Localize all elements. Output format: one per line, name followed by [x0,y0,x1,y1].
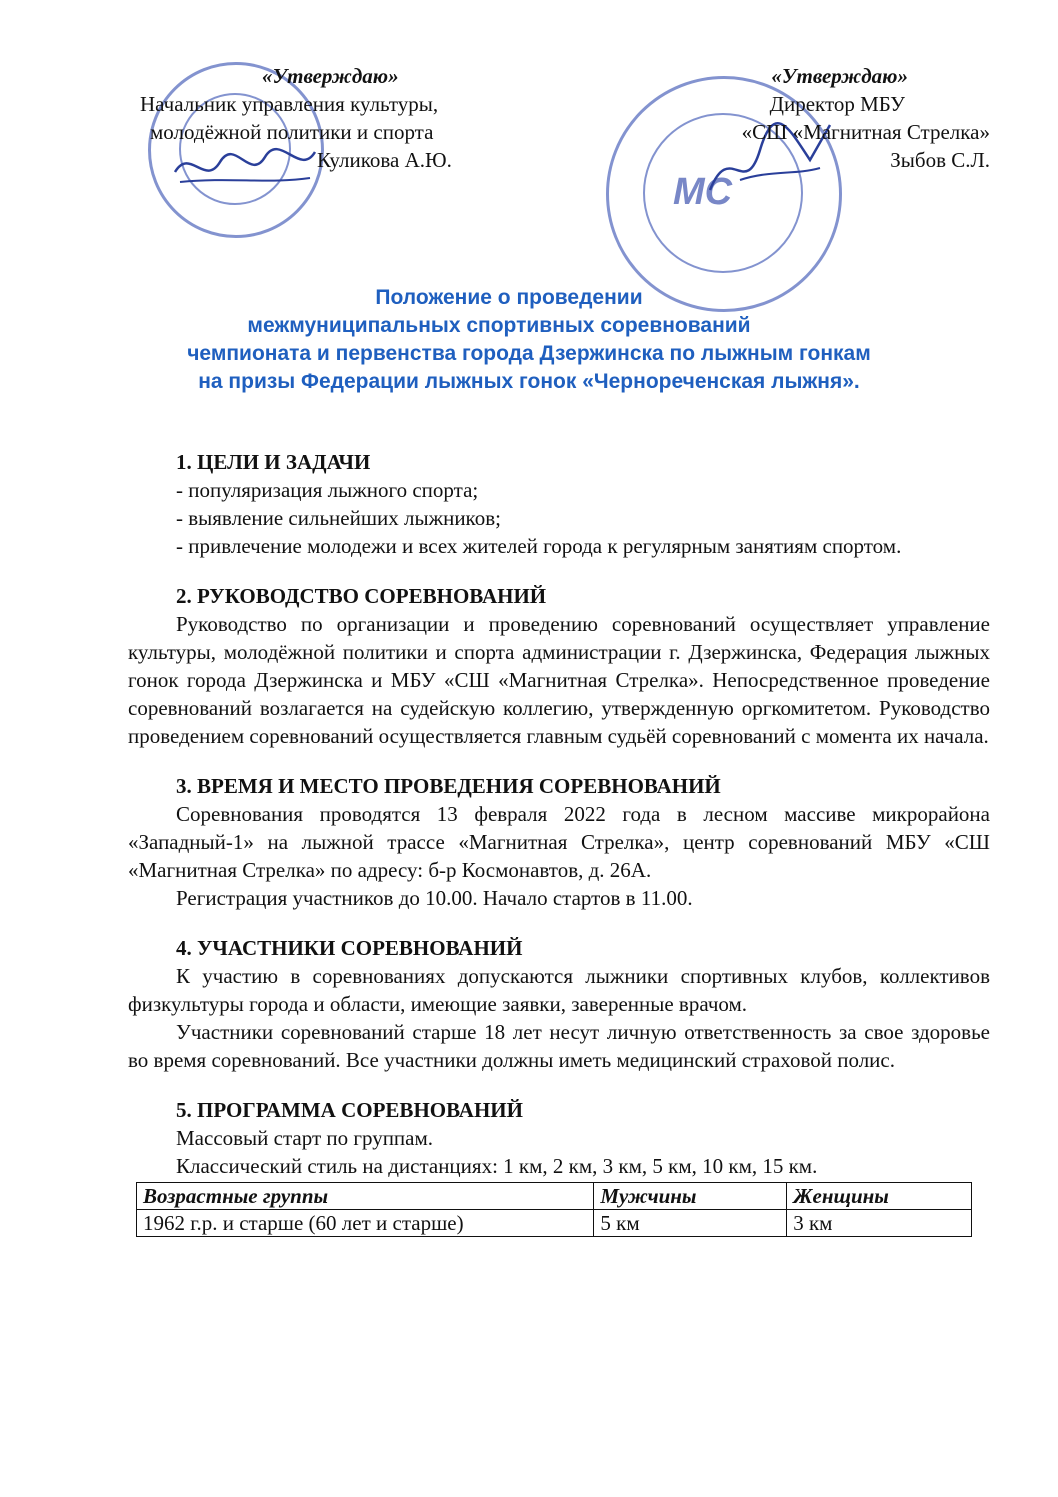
document-title [100,284,958,396]
table-header-row [137,1183,972,1210]
title-line: межмуниципальных спортивных соревнований [247,314,751,337]
section-heading: 5. ПРОГРАММА СОРЕВНОВАНИЙ [176,1098,523,1122]
approval-block-left [140,62,540,174]
table-header: Женщины [787,1183,972,1210]
approval-position-line1: Начальник управления культуры, [140,92,439,116]
section-goals [128,448,990,560]
document-body [128,448,990,1259]
list-item: - выявление сильнейших лыжников; [176,506,501,530]
title-line: Положение о проведении [375,286,643,309]
title-line: на призы Федерации лыжных гонок «Чернореченская лыжня». [198,370,860,393]
approval-signatory: Куликова А.Ю. [317,148,452,172]
section-heading: 3. ВРЕМЯ И МЕСТО ПРОВЕДЕНИЯ СОРЕВНОВАНИЙ [176,774,721,798]
table-header: Мужчины [594,1183,787,1210]
list-item: - популяризация лыжного спорта; [176,478,479,502]
approval-heading: «Утверждаю» [771,64,908,88]
table-header: Возрастные группы [137,1183,594,1210]
section-management [128,582,990,750]
approval-heading: «Утверждаю» [262,64,399,88]
approval-block-right [660,62,990,174]
section-time-place [128,772,990,912]
paragraph: Руководство по организации и проведению соревнований осуществляет управление культуры, молодёжной политики и спорта администрации г. Дзержинска, Федерация лыжных гонок города Дзержинска и МБУ «СШ «Магнитная Стрелка». Непосредственное проведение соревнований возлагается на судейскую коллегию, утвержденную оргкомитетом. Руководство проведением соревнований осуществляется главным судьёй соревнований с момента их начала. [128,612,990,748]
approval-position-line1: Директор МБУ [769,92,905,116]
section-heading: 2. РУКОВОДСТВО СОРЕВНОВАНИЙ [176,584,547,608]
paragraph: Соревнования проводятся 13 февраля 2022 года в лесном массиве микрорайона «Западный-1» на лыжной трассе «Магнитная Стрелка», центр соревнований МБУ «СШ «Магнитная Стрелка» по адресу: б-р Космонавтов, д. 26А. [128,802,990,882]
approval-position-line2: молодёжной политики и спорта [150,120,434,144]
paragraph: К участию в соревнованиях допускаются лыжники спортивных клубов, коллективов физкультуры города и области, имеющие заявки, заверенные врачом. [128,964,990,1016]
table-cell: 5 км [594,1210,787,1237]
paragraph: Массовый старт по группам. [176,1126,434,1150]
section-heading: 4. УЧАСТНИКИ СОРЕВНОВАНИЙ [176,936,523,960]
title-line: чемпионата и первенства города Дзержинска по лыжным гонкам [187,342,871,365]
seal-logo: МС [673,171,733,213]
section-heading: 1. ЦЕЛИ И ЗАДАЧИ [176,450,371,474]
paragraph: Регистрация участников до 10.00. Начало стартов в 11.00. [176,886,693,910]
approval-signatory: Зыбов С.Л. [890,148,990,172]
table-cell: 1962 г.р. и старше (60 лет и старше) [137,1210,594,1237]
table-cell: 3 км [787,1210,972,1237]
approval-position-line2: «СШ «Магнитная Стрелка» [741,120,990,144]
list-item: - привлечение молодежи и всех жителей города к регулярным занятиям спортом. [176,534,902,558]
section-participants [128,934,990,1074]
age-groups-table [136,1182,972,1237]
paragraph: Классический стиль на дистанциях: 1 км, 2 км, 3 км, 5 км, 10 км, 15 км. [176,1154,818,1178]
table-row [137,1210,972,1237]
section-program [128,1096,990,1237]
paragraph: Участники соревнований старше 18 лет несут личную ответственность за свое здоровье во время соревнований. Все участники должны иметь медицинский страховой полис. [128,1020,990,1072]
